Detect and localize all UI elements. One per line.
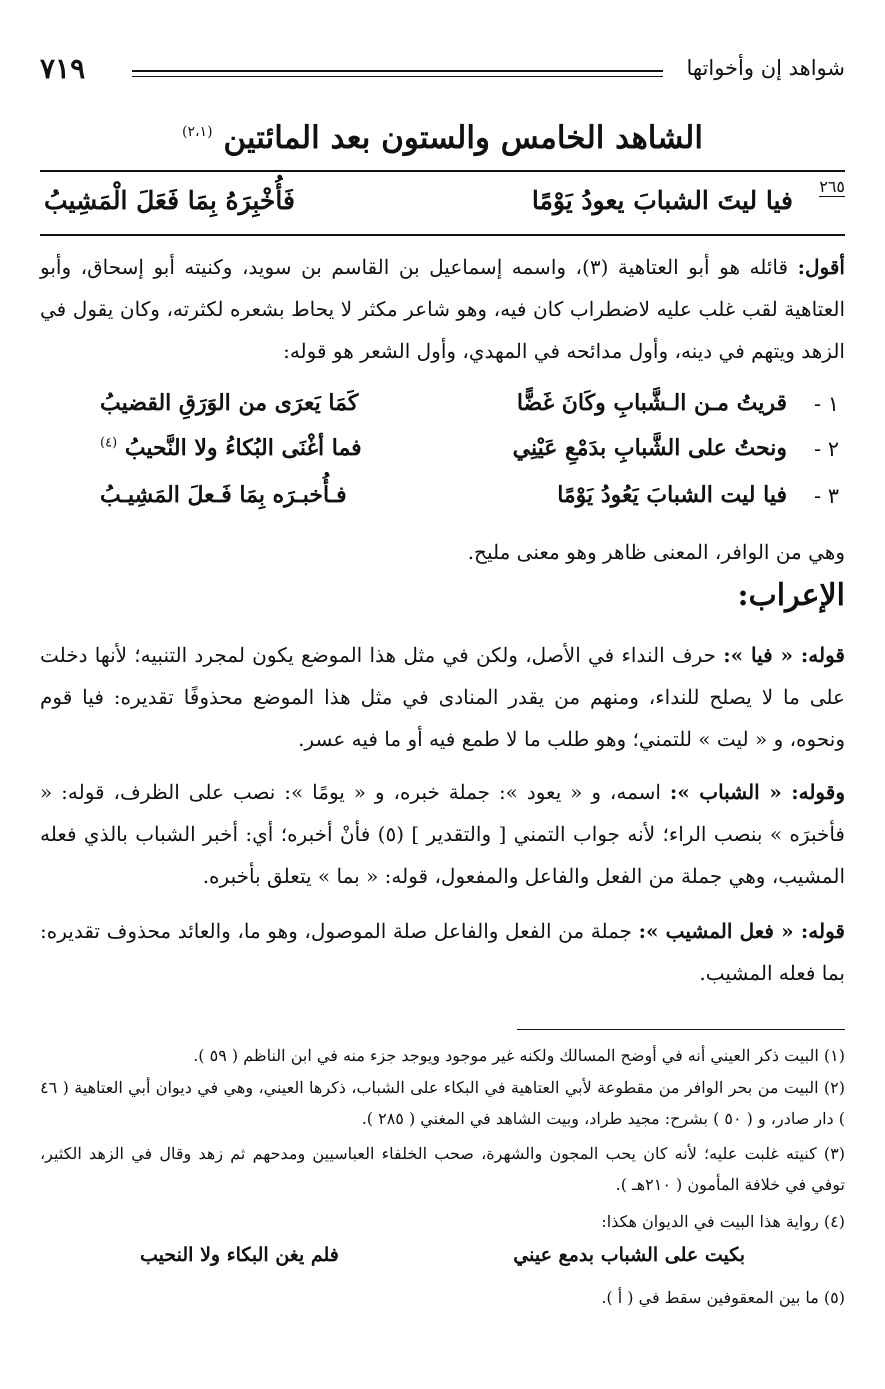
footnote: (٤) رواية هذا البيت في الديوان هكذا: xyxy=(601,1212,845,1231)
section-title xyxy=(0,120,885,156)
verse-first-hemistich: فيا ليتَ الشبابَ يعودُ يَوْمًا xyxy=(531,186,793,215)
irab-text: جملة من الفعل والفاعل صلة الموصول، وهو ما، والعائد محذوف تقديره: بما فعله المشيب. xyxy=(40,919,845,985)
running-header xyxy=(40,52,845,92)
footnote-verse-second-hemistich: فلم يغن البكاء ولا النحيب xyxy=(140,1244,339,1266)
irab-lead: قوله: « فيا »: xyxy=(723,643,845,667)
irab-text: اسمه، و « يعود »: جملة خبره، و « يومًا »: نصب على الظرف، قوله: « فأخبرَه » بنصب الراء؛ لأنه جواب التمني [ والتقدير ] (٥) فأنْ أخبره؛ أي: أخبر الشباب بالذي فعله المشيب، وهي جملة من الفعل والفاعل والمفعول، قوله: « بما » يتعلق بأخبره. xyxy=(40,780,845,888)
shahid-verse xyxy=(40,170,845,236)
poem-second-hemistich xyxy=(100,435,362,461)
poem-line-number: ١ - xyxy=(813,392,839,416)
irab-text: حرف النداء في الأصل، ولكن في مثل هذا الموضع يكون لمجرد التنبيه؛ لأنها دخلت على ما لا يصلح للنداء، ومنهم من يقدر المنادى في مثل هذا الموضع محذوفًا تقديره: فيا قوم ونحوه، و « ليت » للتمني؛ وهو طلب ما لا طمع فيه أو ما فيه عسر. xyxy=(40,643,845,751)
footnote: (٥) ما بين المعقوفين سقط في ( أ ). xyxy=(601,1288,845,1307)
poem-line xyxy=(40,386,845,428)
section-title-text: الشاهد الخامس والستون بعد المائتين xyxy=(223,120,703,156)
footnote-verse xyxy=(40,1240,845,1276)
irab-lead: وقوله: « الشباب »: xyxy=(669,780,845,804)
page-number: ٧١٩ xyxy=(40,52,86,85)
irab-lead: قوله: « فعل المشيب »: xyxy=(638,919,845,943)
verse-number: ٢٦٥ xyxy=(819,177,845,196)
poem-line xyxy=(40,478,845,520)
poem-first-hemistich: ونحتُ على الشَّبابِ بدَمْعِ عَيْنِي xyxy=(512,435,787,461)
footnote-rule xyxy=(517,1029,845,1030)
verse-second-hemistich: فَأُخْبِرَهُ بِمَا فَعَلَ الْمَشِيبُ xyxy=(44,186,295,215)
footnote: (١) البيت ذكر العيني أنه في أوضح المسالك ولكنه غير موجود ويوجد جزء منه في ابن الناظم ( ٥٩ ). xyxy=(193,1046,845,1065)
poem-line xyxy=(40,431,845,473)
irab-paragraph xyxy=(40,910,845,994)
poem-first-hemistich: قريتُ مـن الـشَّبابِ وكَانَ غَضًّا xyxy=(516,390,787,416)
irab-paragraph xyxy=(40,634,845,760)
footnote: (٣) كنيته غلبت عليه؛ لأنه كان يحب المجون والشهرة، صحب الخلفاء العباسيين ومدحهم ثم زهد وقال في الزهد الكثير، توفي في خلافة المأمون ( ٢١٠هـ ). xyxy=(40,1144,845,1194)
poem-second-hemistich: كَمَا يَعرَى من الوَرَقِ القضيبُ xyxy=(100,390,359,416)
intro-paragraph xyxy=(40,246,845,372)
poem-second-hemistich: فـأُخبـرَه بِمَا فَـعلَ المَشِيـبُ xyxy=(100,482,347,508)
header-rule xyxy=(132,70,663,77)
section-title-footnote-ref: (٢،١) xyxy=(182,124,213,140)
intro-lead: أقول: xyxy=(797,255,845,279)
poem-line-number: ٣ - xyxy=(813,484,839,508)
book-title: شواهد إن وأخواتها xyxy=(686,56,845,80)
footnote: (٢) البيت من بحر الوافر من مقطوعة لأبي العتاهية في البكاء على الشباب، ذكرها العيني، وهي في ديوان أبي العتاهية ( ٤٦ ) دار صادر، و ( ٥٠ ) بشرح: مجيد طراد، وبيت الشاهد في المغني ( ٢٨٥ ). xyxy=(40,1078,846,1128)
poem-line-number: ٢ - xyxy=(813,437,839,461)
poem-hemistich-text: فما أغْنَى البُكاءُ ولا النَّحيبُ xyxy=(124,435,362,461)
irab-paragraph xyxy=(40,771,845,897)
poem-footnote-ref: (٤) xyxy=(100,435,118,451)
meter-note: وهي من الوافر، المعنى ظاهر وهو معنى مليح. xyxy=(467,540,845,564)
irab-heading: الإعراب: xyxy=(737,578,845,613)
intro-text: قائله هو أبو العتاهية (٣)، واسمه إسماعيل بن القاسم بن سويد، وكنيته أبو إسحاق، وأبو العتاهية لقب غلب عليه لاضطراب كان فيه، وهو شاعر مكثر لا يحاط بشعره لكثرته، وكان يقول في الزهد ويتهم في دينه، وأول مدائحه في المهدي، وأول الشعر هو قوله: xyxy=(40,255,845,363)
poem-first-hemistich: فيا ليت الشبابَ يَعُودُ يَوْمًا xyxy=(557,482,787,508)
footnote-verse-first-hemistich: بكيت على الشباب بدمع عيني xyxy=(513,1244,745,1266)
